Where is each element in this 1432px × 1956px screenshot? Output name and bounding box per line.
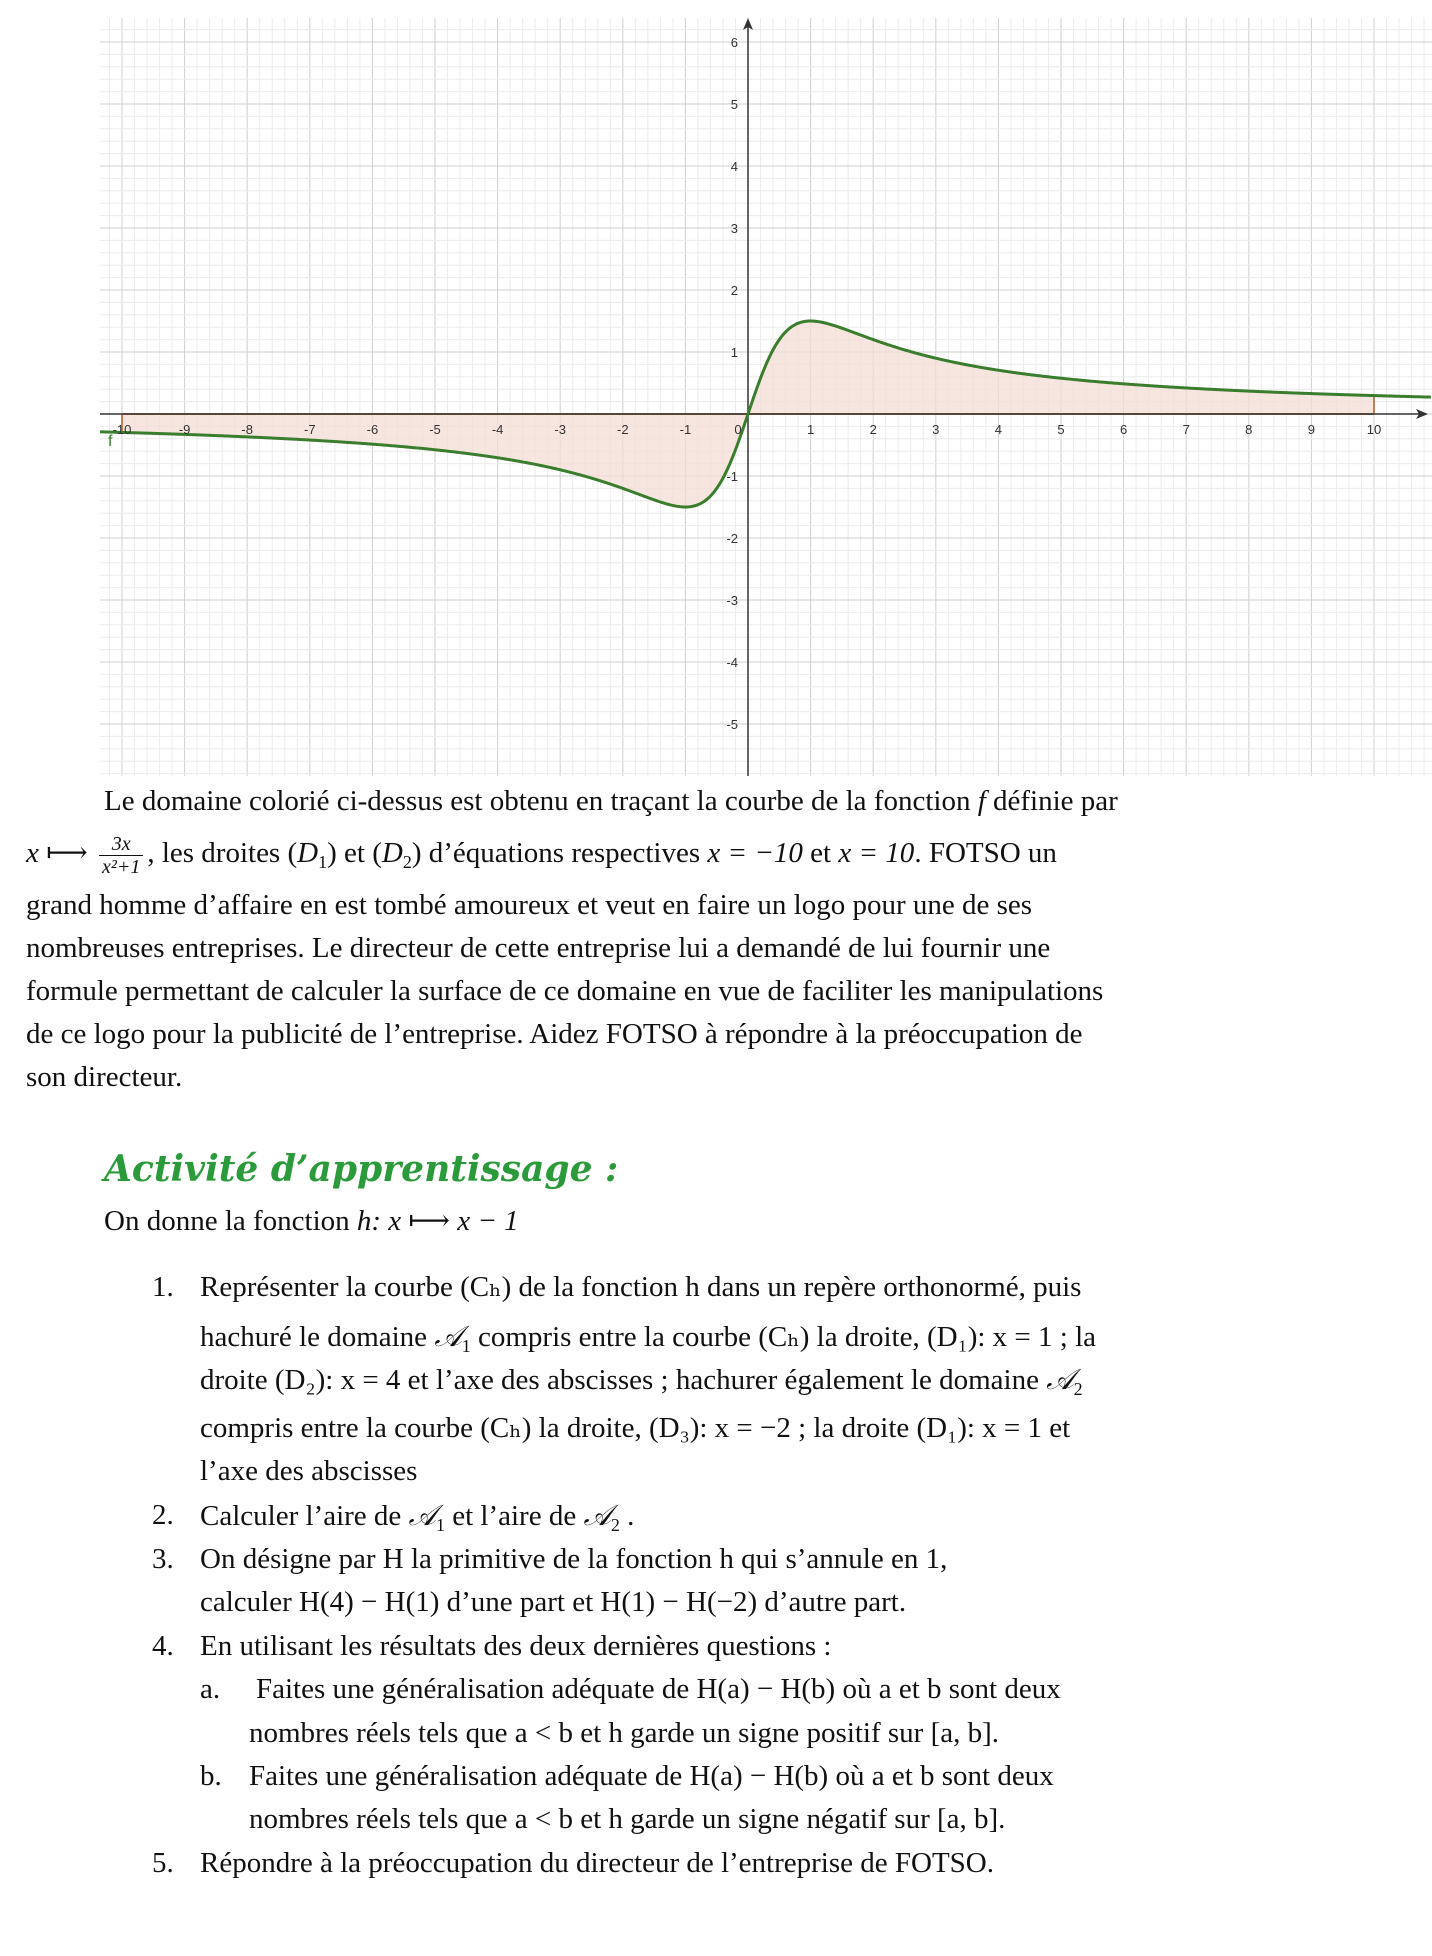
x-tick-label: -3 bbox=[554, 422, 566, 437]
q1-line-1: Représenter la courbe (Cₕ) de la fonction h dans un repère orthonormé, puis bbox=[200, 1271, 1082, 1303]
x-tick-label: -5 bbox=[429, 422, 441, 437]
q1-line-5: l’axe des abscisses bbox=[200, 1455, 418, 1487]
y-tick-label: 2 bbox=[730, 283, 738, 298]
q1-line-4: compris entre la courbe (Cₕ) la droite, (D₃): x = −2 ; la droite (D₁): x = 1 et bbox=[200, 1412, 1071, 1444]
y-tick-label: -5 bbox=[726, 717, 738, 732]
y-tick-label: -3 bbox=[726, 593, 738, 608]
intro-line-7: son directeur. bbox=[26, 1061, 183, 1093]
x-tick-label: -7 bbox=[304, 422, 316, 437]
q4a-label: a. bbox=[200, 1673, 221, 1705]
q2-number: 2. bbox=[152, 1499, 174, 1531]
x-tick-label: 1 bbox=[806, 422, 815, 437]
function-graph bbox=[0, 0, 1432, 780]
intro-line-1: Le domaine colorié ci-dessus est obtenu en traçant la courbe de la fonction f définie par bbox=[104, 785, 1118, 817]
function-label: f bbox=[108, 433, 113, 450]
x-tick-label: 2 bbox=[869, 422, 877, 437]
intro-line-3: grand homme d’affaire en est tombé amoureux et veut en faire un logo pour une de ses bbox=[26, 889, 1033, 921]
x-tick-label: -1 bbox=[679, 422, 692, 437]
q5-line: Répondre à la préoccupation du directeur de l’entreprise de FOTSO. bbox=[200, 1847, 994, 1879]
q1-line-2: hachuré le domaine 𝒜$_1$ compris entre la courbe (Cₕ) la droite, (D₁): x = 1 ; la bbox=[200, 1319, 1097, 1356]
x-tick-label: 9 bbox=[1307, 422, 1316, 437]
x-tick-label: 3 bbox=[932, 422, 940, 437]
x-tick-label: -10 bbox=[112, 422, 132, 437]
activity-heading: Activité d’apprentissage : bbox=[104, 1148, 619, 1190]
tick-labels bbox=[108, 35, 1381, 732]
y-tick-label: 3 bbox=[730, 221, 738, 236]
x-tick-label: 4 bbox=[994, 422, 1003, 437]
q1-line-3: droite (D₂): x = 4 et l’axe des abscisses ; hachurer également le domaine 𝒜$_2$ bbox=[200, 1362, 1083, 1399]
y-tick-label: 6 bbox=[730, 35, 738, 50]
q4a-line-2: nombres réels tels que a < b et h garde un signe positif sur [a, b]. bbox=[249, 1717, 1000, 1749]
x-tick-label: -8 bbox=[241, 422, 253, 437]
q3-number: 3. bbox=[152, 1543, 174, 1575]
q4-line-1: En utilisant les résultats des deux dernières questions : bbox=[200, 1630, 832, 1662]
q4b-line-1: Faites une généralisation adéquate de H(a) − H(b) où a et b sont deux bbox=[249, 1760, 1054, 1792]
q3-line-2: calculer H(4) − H(1) d’une part et H(1) − H(−2) d’autre part. bbox=[200, 1586, 907, 1618]
intro-line-5: formule permettant de calculer la surface de ce domaine en vue de faciliter les manipulations bbox=[26, 975, 1104, 1007]
x-tick-label: -6 bbox=[366, 422, 379, 437]
given-function: On donne la fonction h: x ⟼ x − 1 bbox=[104, 1205, 519, 1237]
y-tick-label: 4 bbox=[730, 159, 738, 174]
x-tick-label: 0 bbox=[734, 422, 742, 437]
q4a-line-1: Faites une généralisation adéquate de H(a) − H(b) où a et b sont deux bbox=[256, 1673, 1061, 1705]
q2-line: Calculer l’aire de 𝒜$_1$ et l’aire de 𝒜$_2$ . bbox=[200, 1498, 635, 1535]
x-tick-label: 5 bbox=[1057, 422, 1065, 437]
q1-number: 1. bbox=[152, 1271, 174, 1303]
y-tick-label: -2 bbox=[726, 531, 738, 546]
q4b-label: b. bbox=[200, 1760, 222, 1792]
y-tick-label: -4 bbox=[726, 655, 738, 670]
x-tick-label: -4 bbox=[491, 422, 504, 437]
x-tick-label: 6 bbox=[1119, 422, 1128, 437]
q4b-line-2: nombres réels tels que a < b et h garde un signe négatif sur [a, b]. bbox=[249, 1803, 1006, 1835]
x-tick-label: 8 bbox=[1245, 422, 1253, 437]
q4-number: 4. bbox=[152, 1630, 174, 1662]
fraction: $\frac{3x}{\text{x²+1}}$ bbox=[99, 833, 143, 878]
x-tick-label: -9 bbox=[178, 422, 191, 437]
x-tick-label: 10 bbox=[1366, 422, 1382, 437]
q5-number: 5. bbox=[152, 1847, 174, 1879]
intro-line-6: de ce logo pour la publicité de l’entreprise. Aidez FOTSO à répondre à la préoccupation de bbox=[26, 1018, 1083, 1050]
q3-line-1: On désigne par H la primitive de la fonction h qui s’annule en 1, bbox=[200, 1543, 948, 1575]
intro-line-2: x ⟼ $\frac{3x}{\text{x²+1}}$ , les droites $(D_1)$ et $(D_2)$ d’équations respectives x = −10 et x = 10. FOTSO un bbox=[26, 832, 1057, 878]
intro-line-4: nombreuses entreprises. Le directeur de cette entreprise lui a demandé de lui fournir une bbox=[26, 932, 1051, 964]
x-tick-label: 7 bbox=[1182, 422, 1190, 437]
y-tick-label: 5 bbox=[730, 97, 738, 112]
x-tick-label: -2 bbox=[617, 422, 629, 437]
y-tick-label: 1 bbox=[730, 345, 738, 360]
y-tick-label: -1 bbox=[726, 469, 738, 484]
